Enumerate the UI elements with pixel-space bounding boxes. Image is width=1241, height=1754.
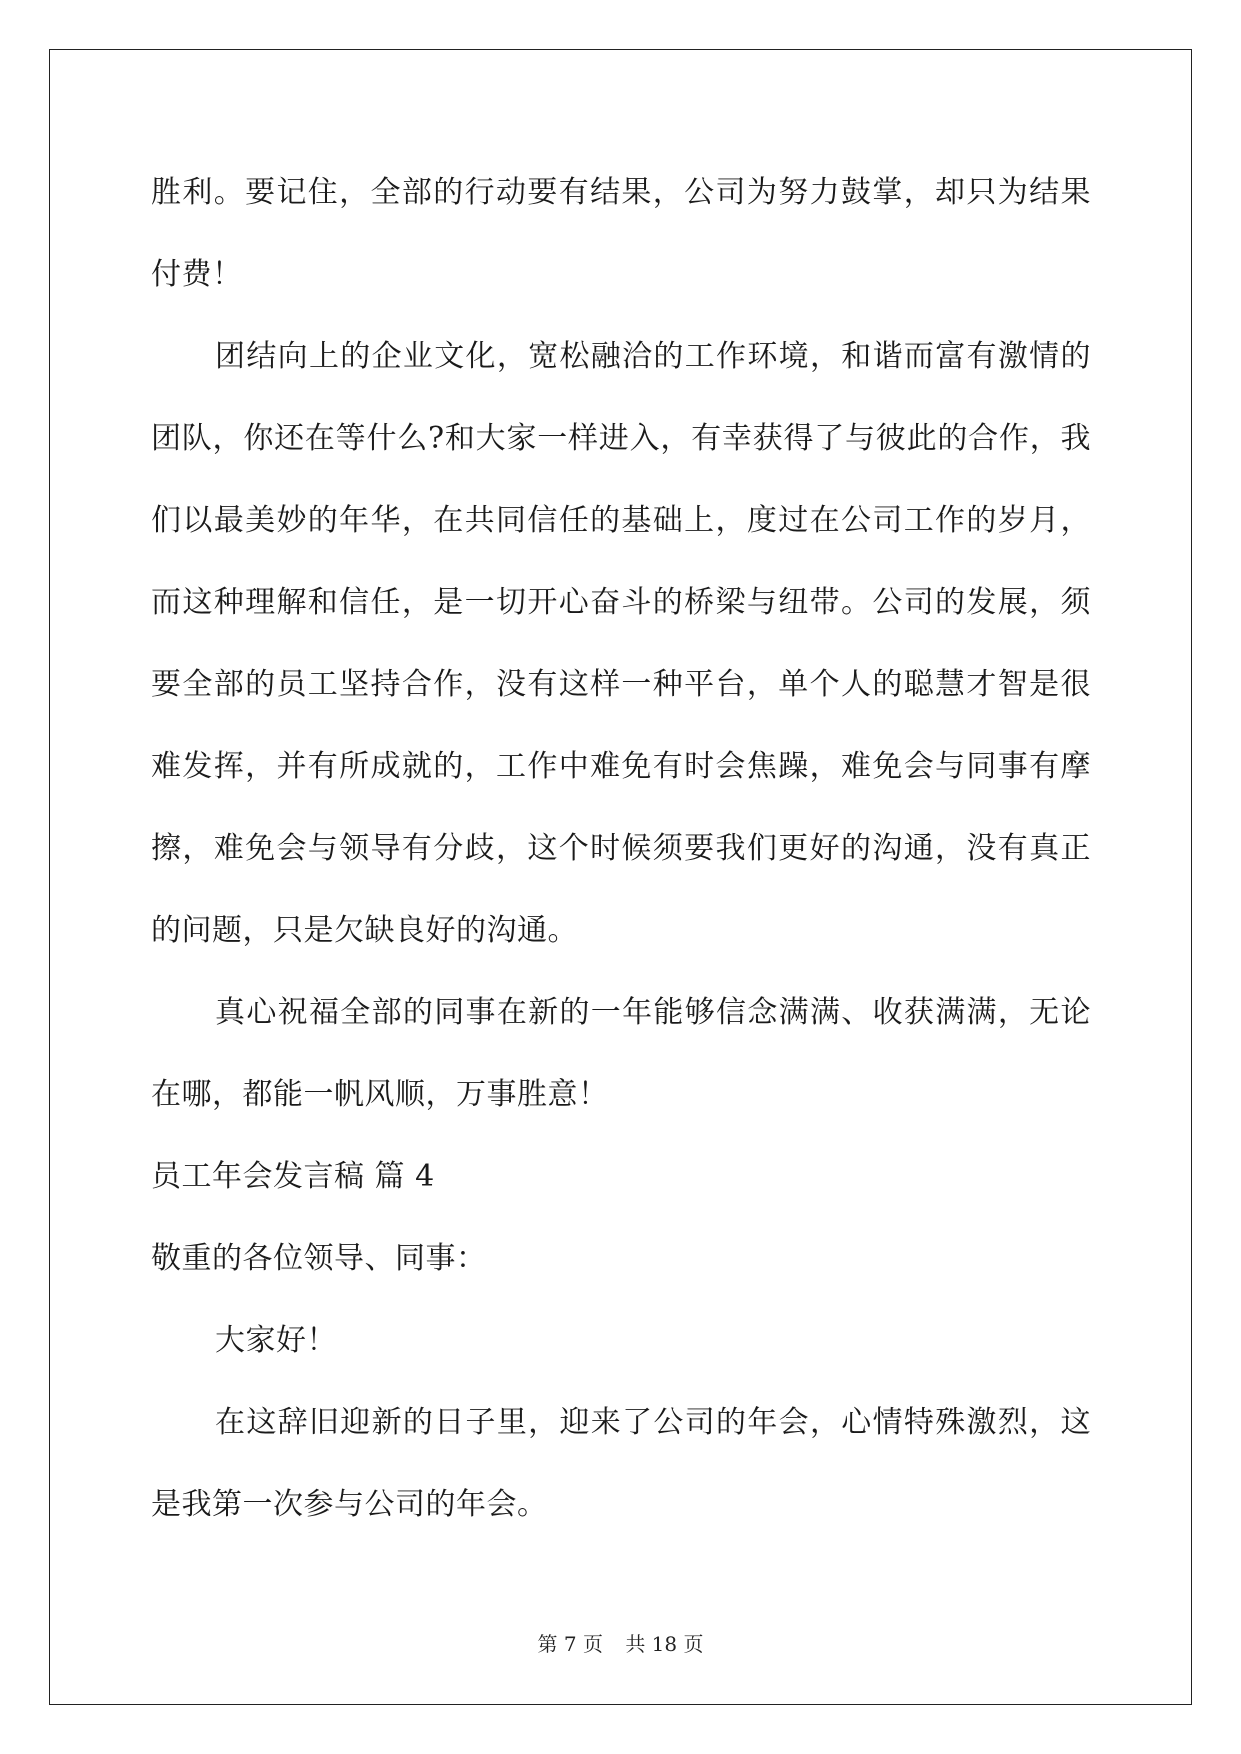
document-body bbox=[151, 152, 1091, 1546]
text-line: 要全部的员工坚持合作，没有这样一种平台，单个人的聪慧才智是很 bbox=[151, 667, 1091, 702]
page-number: 第 7 页 bbox=[537, 1632, 603, 1656]
text-line: 们以最美妙的年华，在共同信任的基础上，度过在公司工作的岁月， bbox=[151, 503, 1091, 538]
text-line: 胜利。要记住，全部的行动要有结果，公司为努力鼓掌，却只为结果 bbox=[151, 175, 1091, 210]
page-footer bbox=[0, 1628, 1241, 1657]
text-line: 的问题，只是欠缺良好的沟通。 bbox=[151, 913, 578, 948]
text-line: 难发挥，并有所成就的，工作中难免有时会焦躁，难免会与同事有摩 bbox=[151, 749, 1091, 784]
text-line: 在哪，都能一帆风顺，万事胜意！ bbox=[151, 1077, 609, 1112]
greeting: 大家好！ bbox=[215, 1323, 337, 1358]
text-line: 是我第一次参与公司的年会。 bbox=[151, 1487, 548, 1522]
section-heading: 员工年会发言稿 篇 4 bbox=[151, 1159, 435, 1194]
salutation: 敬重的各位领导、同事： bbox=[151, 1241, 487, 1276]
text-line: 团队，你还在等什么?和大家一样进入，有幸获得了与彼此的合作，我 bbox=[151, 421, 1091, 456]
text-line: 而这种理解和信任，是一切开心奋斗的桥梁与纽带。公司的发展，须 bbox=[151, 585, 1091, 620]
text-line: 在这辞旧迎新的日子里，迎来了公司的年会，心情特殊激烈，这 bbox=[215, 1405, 1091, 1440]
text-line: 真心祝福全部的同事在新的一年能够信念满满、收获满满，无论 bbox=[215, 995, 1091, 1030]
text-line: 团结向上的企业文化，宽松融洽的工作环境，和谐而富有激情的 bbox=[215, 339, 1091, 374]
page-total: 共 18 页 bbox=[625, 1632, 704, 1656]
text-line: 擦，难免会与领导有分歧，这个时候须要我们更好的沟通，没有真正 bbox=[151, 831, 1091, 866]
text-line: 付费！ bbox=[151, 257, 243, 292]
